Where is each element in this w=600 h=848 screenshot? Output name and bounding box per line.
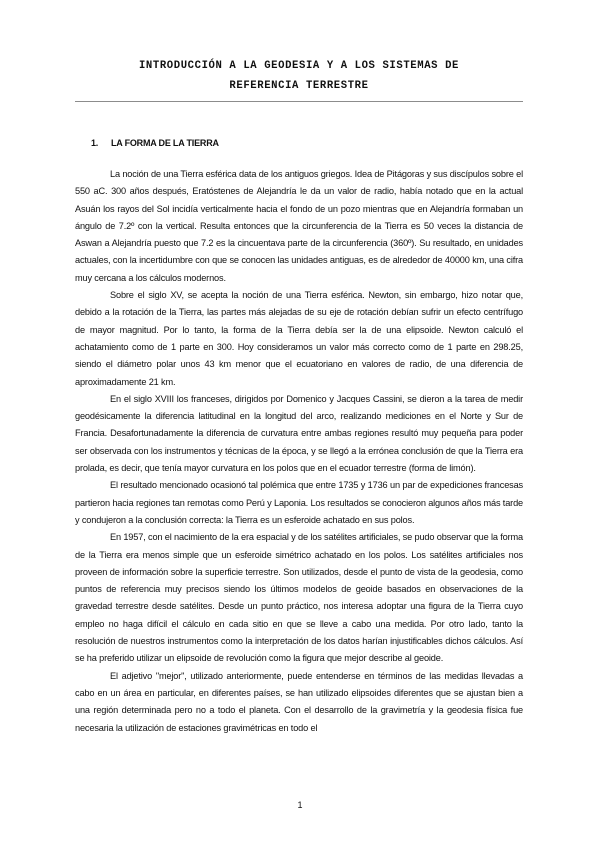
section-number: 1. [91, 138, 99, 148]
document-title [75, 56, 523, 96]
paragraph: Sobre el siglo XV, se acepta la noción de una Tierra esférica. Newton, sin embargo, hizo notar que, debido a la rotación de la Tierra, las partes más alejadas de su eje de rotación debían sufrir un efecto centrífugo de mayor magnitud. Por lo tanto, la forma de la Tierra debía ser la de una elipsoide. Newton calculó el achatamiento como de 1 parte en 300. Hoy consideramos un valor más correcto como de 1 parte en 298.25, siendo el diámetro polar unos 43 km menor que el ecuatoriano en valores de radio, de una diferencia de aproximadamente 21 km. [75, 290, 523, 387]
paragraph: El resultado mencionado ocasionó tal polémica que entre 1735 y 1736 un par de expediciones francesas partieron hacia regiones tan remotas como Perú y Laponia. Los resultados se conocieron algunos años más tarde y condujeron a la conclusión correcta: la Tierra es un esferoide achatado en sus polos. [75, 480, 523, 525]
paragraph: En el siglo XVIII los franceses, dirigidos por Domenico y Jacques Cassini, se dieron a la tarea de medir geodésicamente la diferencia latitudinal en la longitud del arco, realizando mediciones en el Norte y Sur de Francia. Desafortunadamente la diferencia de curvatura entre ambas regiones resultó muy pequeña para poder ser observada con los instrumentos y técnicas de la época, y se llegó a la errónea conclusión de que la Tierra era prolada, es decir, que tenía mayor curvatura en los polos que en el ecuador terrestre (forma de limón). [75, 393, 523, 474]
section-heading-text: LA FORMA DE LA TIERRA [111, 138, 219, 148]
paragraph: La noción de una Tierra esférica data de los antiguos griegos. Idea de Pitágoras y sus discípulos sobre el 550 aC. 300 años después, Eratóstenes de Alejandría le da un valor de radio, había notado que en la actual Asuán los rayos del Sol incidía verticalmente hacia el fondo de un pozo mientras que en Alejandría formaban un ángulo de 7.2º con la vertical. Resulta entonces que la circunferencia de la Tierra es 50 veces la distancia de Aswan a Alejandría puesto que 7.2 es la cincuentava parte de la circunferencia (360º). Su resultado, en unidades actuales, con la incertidumbre con que se conocen las unidades antiguas, es de alrededor de 40000 km, una cifra muy cercana a los cálculos modernos. [75, 169, 523, 283]
page-number: 1 [297, 800, 303, 810]
title-divider [75, 101, 523, 102]
section-heading [91, 138, 219, 148]
title-line-2: REFERENCIA TERRESTRE [229, 80, 369, 92]
paragraph: El adjetivo "mejor", utilizado anteriormente, puede entenderse en términos de las medidas llevadas a cabo en un área en particular, en diferentes países, se han utilizado elipsoides diferentes que se ajustan bien a una región determinada pero no a todo el planeta. Con el desarrollo de la gravimetría y la geodesia física fue necesaria la utilización de estaciones gravimétricas en todo el [75, 670, 523, 733]
body-text [75, 166, 523, 737]
title-line-1: INTRODUCCIÓN A LA GEODESIA Y A LOS SISTEMAS DE [138, 60, 460, 72]
paragraph: En 1957, con el nacimiento de la era espacial y de los satélites artificiales, se pudo observar que la forma de la Tierra era menos simple que un esferoide simétrico achatado en los polos. Los satélites artificiales nos proveen de información sobre la superficie terrestre. Son utilizados, desde el punto de vista de la geodesia, como puntos de referencia muy precisos siendo los últimos modelos de geoide basados en observaciones de la gravedad terrestre desde satélites. Desde un punto práctico, nos interesa adoptar una figura de la Tierra cuyo empleo no haga difícil el cálculo en cada sitio en que se lleve a cabo una medida. Por otro lado, tanto la resolución de nuestros instrumentos como la interpretación de los datos harían injustificables dichos cálculos. Así se ha preferido utilizar un elipsoide de revolución como la figura que mejor describe al geoide. [75, 532, 523, 664]
